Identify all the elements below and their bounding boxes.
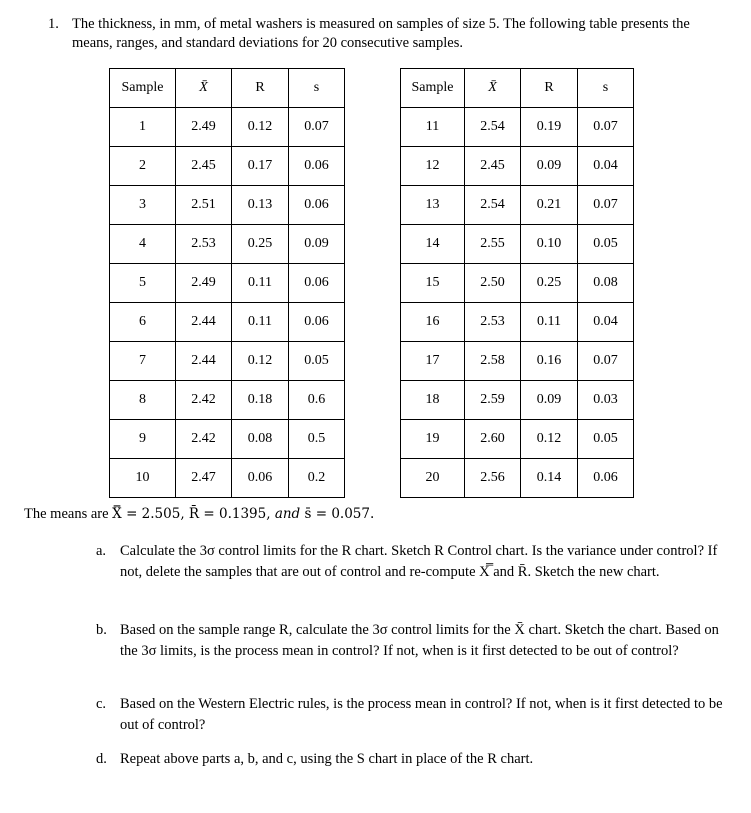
header-r: R [521, 69, 578, 108]
question-text: Calculate the 3σ control limits for the R chart. Sketch R Control chart. Is the variance under control? If not, delete the samples that are out of control and re-compute X̿ and R̄. Sketch the new chart. [120, 543, 718, 580]
question-d [96, 749, 726, 770]
table-row [110, 108, 345, 147]
cell-sample: 12 [401, 147, 465, 186]
cell-s: 0.09 [289, 225, 345, 264]
problem-statement [48, 15, 728, 53]
cell-s: 0.03 [578, 381, 634, 420]
cell-r: 0.09 [521, 147, 578, 186]
cell-xbar: 2.58 [465, 342, 521, 381]
cell-sample: 14 [401, 225, 465, 264]
cell-sample: 9 [110, 420, 176, 459]
cell-sample: 2 [110, 147, 176, 186]
cell-sample: 10 [110, 459, 176, 498]
table-row [110, 342, 345, 381]
cell-r: 0.08 [232, 420, 289, 459]
table-row [110, 147, 345, 186]
cell-sample: 3 [110, 186, 176, 225]
cell-sample: 6 [110, 303, 176, 342]
cell-xbar: 2.60 [465, 420, 521, 459]
cell-xbar: 2.54 [465, 186, 521, 225]
header-sample: Sample [401, 69, 465, 108]
cell-xbar: 2.42 [176, 381, 232, 420]
cell-xbar: 2.50 [465, 264, 521, 303]
cell-r: 0.11 [232, 303, 289, 342]
means-and: and [274, 506, 305, 522]
question-a [96, 541, 726, 583]
table-row [110, 225, 345, 264]
table-header-row [401, 69, 634, 108]
cell-xbar: 2.55 [465, 225, 521, 264]
means-sbar: s̄ = 0.057. [304, 506, 375, 522]
table-row [110, 186, 345, 225]
cell-xbar: 2.49 [176, 108, 232, 147]
cell-s: 0.06 [289, 186, 345, 225]
question-label: d. [96, 751, 107, 767]
table-row [401, 381, 634, 420]
table-row [401, 108, 634, 147]
problem-number: 1. [48, 16, 59, 32]
table-row [401, 147, 634, 186]
table-row [401, 420, 634, 459]
header-xbar: X̄ [176, 69, 232, 108]
cell-sample: 15 [401, 264, 465, 303]
cell-sample: 19 [401, 420, 465, 459]
table-body-right [401, 108, 634, 498]
cell-sample: 7 [110, 342, 176, 381]
cell-s: 0.07 [289, 108, 345, 147]
question-label: b. [96, 622, 107, 638]
table-row [401, 303, 634, 342]
cell-r: 0.10 [521, 225, 578, 264]
cell-xbar: 2.53 [176, 225, 232, 264]
table-row [401, 459, 634, 498]
cell-s: 0.06 [578, 459, 634, 498]
table-row [110, 303, 345, 342]
cell-s: 0.08 [578, 264, 634, 303]
cell-r: 0.21 [521, 186, 578, 225]
problem-text: The thickness, in mm, of metal washers is measured on samples of size 5. The following table presents the means, ranges, and standard deviations for 20 consecutive samples. [72, 16, 690, 51]
cell-xbar: 2.45 [465, 147, 521, 186]
question-label: c. [96, 696, 107, 712]
cell-xbar: 2.47 [176, 459, 232, 498]
table-row [110, 459, 345, 498]
cell-sample: 16 [401, 303, 465, 342]
cell-r: 0.11 [521, 303, 578, 342]
cell-xbar: 2.59 [465, 381, 521, 420]
cell-sample: 5 [110, 264, 176, 303]
means-prefix: The means are [24, 506, 113, 522]
data-table-left [109, 68, 345, 498]
cell-sample: 8 [110, 381, 176, 420]
cell-sample: 13 [401, 186, 465, 225]
cell-s: 0.6 [289, 381, 345, 420]
cell-s: 0.05 [289, 342, 345, 381]
cell-r: 0.25 [232, 225, 289, 264]
cell-xbar: 2.53 [465, 303, 521, 342]
cell-r: 0.12 [232, 108, 289, 147]
cell-sample: 18 [401, 381, 465, 420]
table-row [110, 420, 345, 459]
header-s: s [578, 69, 634, 108]
cell-r: 0.12 [232, 342, 289, 381]
cell-s: 0.07 [578, 186, 634, 225]
cell-sample: 4 [110, 225, 176, 264]
table-header-row [110, 69, 345, 108]
header-sample: Sample [110, 69, 176, 108]
question-b [96, 620, 726, 662]
cell-r: 0.25 [521, 264, 578, 303]
question-text: Based on the sample range R, calculate the 3σ control limits for the X̄ chart. Sketch the chart. Based on the 3σ limits, is the process mean in control? If not, when is it first detected to be out of control? [120, 622, 719, 659]
cell-r: 0.18 [232, 381, 289, 420]
cell-r: 0.12 [521, 420, 578, 459]
table-row [110, 381, 345, 420]
cell-s: 0.07 [578, 108, 634, 147]
means-rbar: R̄ = 0.1395, [188, 506, 275, 522]
cell-xbar: 2.44 [176, 303, 232, 342]
cell-r: 0.09 [521, 381, 578, 420]
cell-s: 0.05 [578, 420, 634, 459]
cell-s: 0.04 [578, 303, 634, 342]
question-c [96, 694, 726, 736]
cell-s: 0.5 [289, 420, 345, 459]
cell-xbar: 2.44 [176, 342, 232, 381]
question-label: a. [96, 543, 107, 559]
cell-sample: 20 [401, 459, 465, 498]
cell-xbar: 2.54 [465, 108, 521, 147]
cell-sample: 11 [401, 108, 465, 147]
cell-s: 0.2 [289, 459, 345, 498]
cell-xbar: 2.45 [176, 147, 232, 186]
question-text: Repeat above parts a, b, and c, using the S chart in place of the R chart. [120, 751, 534, 767]
question-text: Based on the Western Electric rules, is the process mean in control? If not, when is it first detected to be out of control? [120, 696, 723, 733]
header-r: R [232, 69, 289, 108]
cell-s: 0.06 [289, 303, 345, 342]
cell-r: 0.13 [232, 186, 289, 225]
cell-xbar: 2.49 [176, 264, 232, 303]
cell-s: 0.04 [578, 147, 634, 186]
cell-xbar: 2.51 [176, 186, 232, 225]
cell-s: 0.06 [289, 147, 345, 186]
cell-xbar: 2.42 [176, 420, 232, 459]
table-body-left [110, 108, 345, 498]
table-row [110, 264, 345, 303]
cell-r: 0.19 [521, 108, 578, 147]
means-xbarbar: X̿ = 2.505, [112, 506, 189, 522]
data-table-right [400, 68, 634, 498]
cell-s: 0.06 [289, 264, 345, 303]
cell-sample: 17 [401, 342, 465, 381]
table-row [401, 225, 634, 264]
cell-r: 0.17 [232, 147, 289, 186]
cell-s: 0.07 [578, 342, 634, 381]
cell-s: 0.05 [578, 225, 634, 264]
cell-sample: 1 [110, 108, 176, 147]
table-row [401, 264, 634, 303]
cell-r: 0.14 [521, 459, 578, 498]
means-statement [24, 506, 374, 523]
cell-r: 0.06 [232, 459, 289, 498]
table-row [401, 186, 634, 225]
cell-r: 0.16 [521, 342, 578, 381]
table-row [401, 342, 634, 381]
header-s: s [289, 69, 345, 108]
header-xbar: X̄ [465, 69, 521, 108]
cell-xbar: 2.56 [465, 459, 521, 498]
cell-r: 0.11 [232, 264, 289, 303]
